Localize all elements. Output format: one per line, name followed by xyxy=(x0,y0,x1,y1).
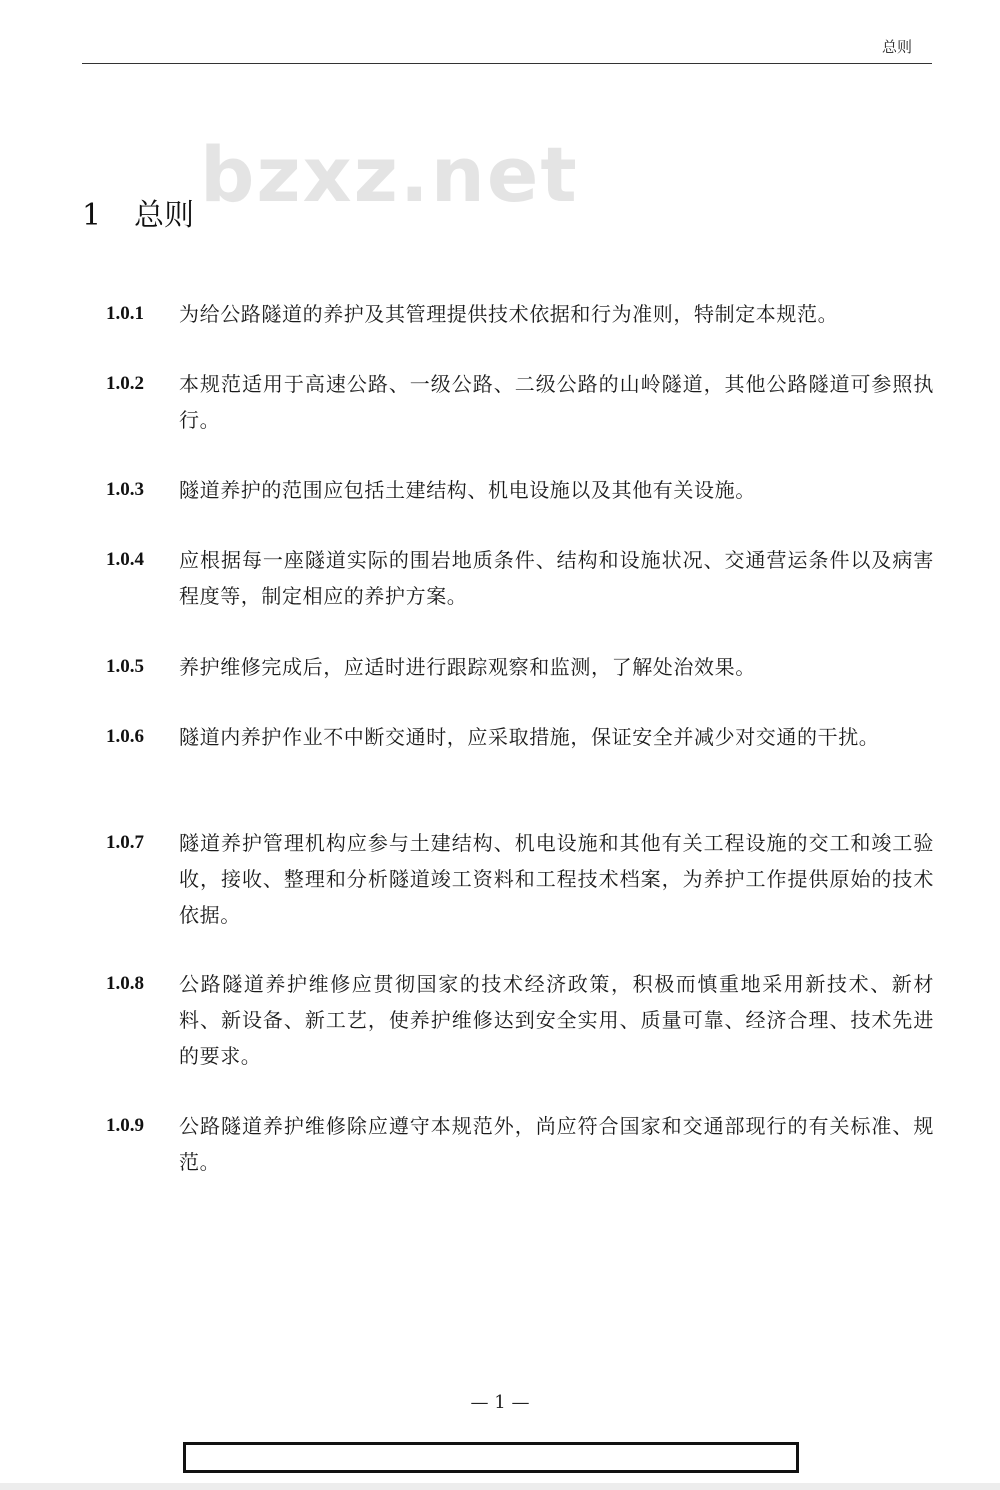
clause-number: 1.0.9 xyxy=(106,1115,144,1136)
page-bottom-edge xyxy=(0,1483,1000,1490)
clause xyxy=(106,472,934,508)
clause-text: 养护维修完成后，应适时进行跟踪观察和监测，了解处治效果。 xyxy=(179,655,756,679)
clause-number: 1.0.4 xyxy=(106,549,144,570)
clause-text: 公路隧道养护维修应贯彻国家的技术经济政策，积极而慎重地采用新技术、新材料、新设备、新工艺，使养护维修达到安全实用、质量可靠、经济合理、技术先进的要求。 xyxy=(179,972,934,1068)
running-head: 总则 xyxy=(881,38,912,56)
clause-number: 1.0.7 xyxy=(106,832,144,853)
clause-number: 1.0.2 xyxy=(106,373,144,394)
chapter-number: 1 xyxy=(82,198,102,233)
clause-text: 隧道养护管理机构应参与土建结构、机电设施和其他有关工程设施的交工和竣工验收，接收、整理和分析隧道竣工资料和工程技术档案，为养护工作提供原始的技术依据。 xyxy=(179,831,934,927)
footer-box xyxy=(183,1442,799,1473)
watermark: bzxz.net xyxy=(200,130,579,219)
clause-text: 本规范适用于高速公路、一级公路、二级公路的山岭隧道，其他公路隧道可参照执行。 xyxy=(179,372,934,432)
clause xyxy=(106,966,934,1074)
clause xyxy=(106,719,934,755)
clause-number: 1.0.5 xyxy=(106,656,144,677)
clause-text: 隧道养护的范围应包括土建结构、机电设施以及其他有关设施。 xyxy=(179,478,756,502)
chapter-heading xyxy=(82,190,194,234)
clause-number: 1.0.6 xyxy=(106,726,144,747)
clause-text: 应根据每一座隧道实际的围岩地质条件、结构和设施状况、交通营运条件以及病害程度等，制定相应的养护方案。 xyxy=(179,548,934,608)
chapter-title: 总则 xyxy=(134,198,194,233)
clause-number: 1.0.3 xyxy=(106,479,144,500)
page-number: — 1 — xyxy=(470,1392,530,1413)
clause xyxy=(106,825,934,933)
clause xyxy=(106,649,934,685)
header-rule xyxy=(82,63,932,64)
clause-text: 公路隧道养护维修除应遵守本规范外，尚应符合国家和交通部现行的有关标准、规范。 xyxy=(179,1114,934,1174)
clause xyxy=(106,296,934,332)
clause xyxy=(106,542,934,614)
clause-number: 1.0.1 xyxy=(106,303,144,324)
clause xyxy=(106,1108,934,1180)
clause-number: 1.0.8 xyxy=(106,973,144,994)
clause-text: 隧道内养护作业不中断交通时，应采取措施，保证安全并减少对交通的干扰。 xyxy=(179,725,880,749)
clause-text: 为给公路隧道的养护及其管理提供技术依据和行为准则，特制定本规范。 xyxy=(179,302,839,326)
clause xyxy=(106,366,934,438)
